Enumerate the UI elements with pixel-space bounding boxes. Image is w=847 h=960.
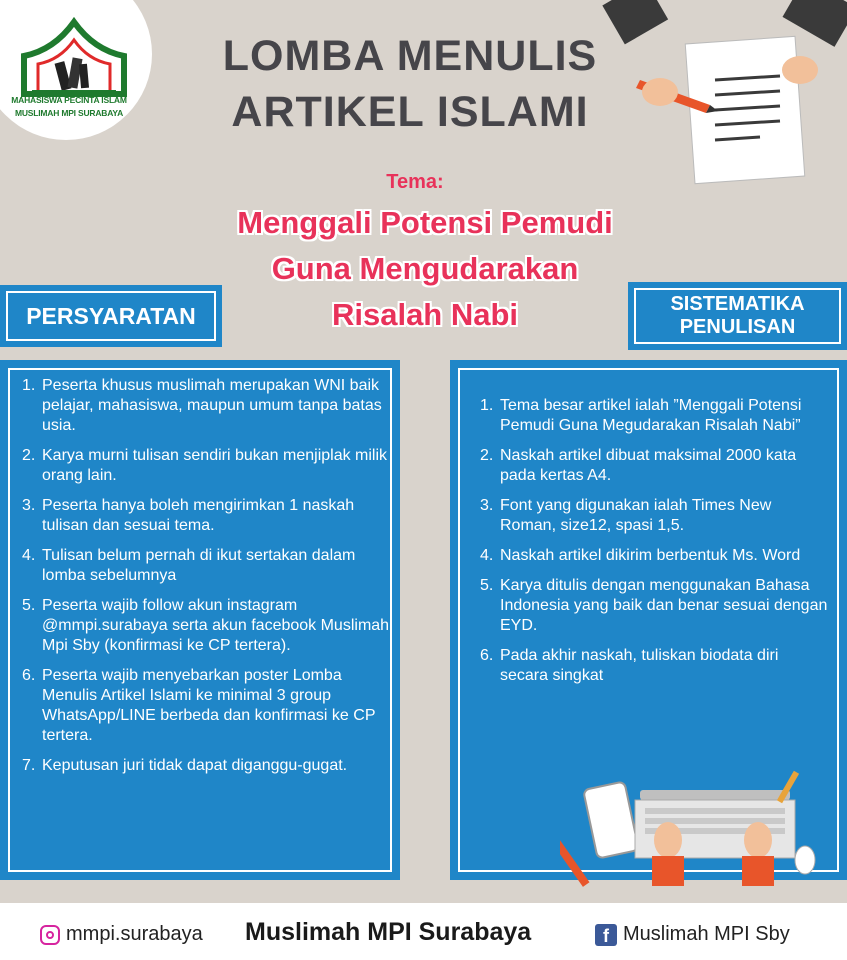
list-item: 4. Naskah artikel dikirim berbentuk Ms. Word [480,547,801,564]
writing-format-header [628,282,847,350]
footer-brand: Muslimah MPI Surabaya [245,918,532,946]
document-writing-icon [600,0,847,190]
mosque-logo-icon [14,16,134,102]
logo-text-top: MAHASISWA PECINTA ISLAM [11,95,127,105]
list-item: 6. Pada akhir naskah, tuliskan biodata diri secara singkat [480,647,779,684]
list-item: 6. Peserta wajib menyebarkan poster Lomba Menulis Artikel Islami ke minimal 3 group WhatsApp/LINE berbeda dan konfirmasi ke CP tertera. [22,667,376,744]
list-item: 1. Tema besar artikel ialah ”Menggali Potensi Pemudi Guna Megudarakan Risalah Nabi” [480,397,802,434]
laptop-typing-icon [560,760,847,910]
list-item: 3. Peserta hanya boleh mengirimkan 1 naskah tulisan dan sesuai tema. [22,497,355,534]
page-title [190,28,630,140]
title-line-1: LOMBA MENULIS [222,32,598,80]
theme-label: Tema: [386,171,444,193]
writing-format-heading-1: SISTEMATIKA [670,293,805,315]
logo-text-bottom: MUSLIMAH MPI SURABAYA [14,108,124,118]
facebook-link[interactable] [595,923,790,946]
list-item: 2. Naskah artikel dibuat maksimal 2000 kata pada kertas A4. [480,447,797,484]
list-item: 3. Font yang digunakan ialah Times New Roman, size12, spasi 1,5. [480,497,772,534]
theme-title [190,200,660,338]
instagram-link[interactable] [40,923,203,946]
requirements-list [22,376,390,776]
list-item: 7. Keputusan juri tidak dapat diganggu-gugat. [22,757,348,774]
list-item: 5. Peserta wajib follow akun instagram @mmpi.surabaya serta akun facebook Muslimah Mpi Sby (konfirmasi ke CP tertera). [22,597,390,654]
title-line-2: ARTIKEL ISLAMI [231,88,589,136]
list-item: 4. Tulisan belum pernah di ikut sertakan dalam lomba sebelumnya [22,547,356,584]
instagram-handle: mmpi.surabaya [66,923,203,945]
theme-line-3: Risalah Nabi [331,297,519,332]
writing-format-list [480,396,830,686]
theme-line-1: Menggali Potensi Pemudi [237,205,613,240]
facebook-icon: f [595,924,617,946]
list-item: 5. Karya ditulis dengan menggunakan Bahasa Indonesia yang baik dan benar sesuai dengan EYD. [480,577,828,634]
requirements-heading: PERSYARATAN [6,291,216,341]
facebook-name: Muslimah MPI Sby [623,923,790,945]
list-item: 2. Karya murni tulisan sendiri bukan menjiplak milik orang lain. [22,447,388,484]
theme-line-2: Guna Mengudarakan [271,251,579,286]
requirements-header [0,285,222,347]
list-item: 1. Peserta khusus muslimah merupakan WNI baik pelajar, mahasiswa, maupun umum tanpa batas usia. [22,377,382,434]
instagram-icon [40,925,60,945]
writing-format-heading-2: PENULISAN [679,316,796,338]
